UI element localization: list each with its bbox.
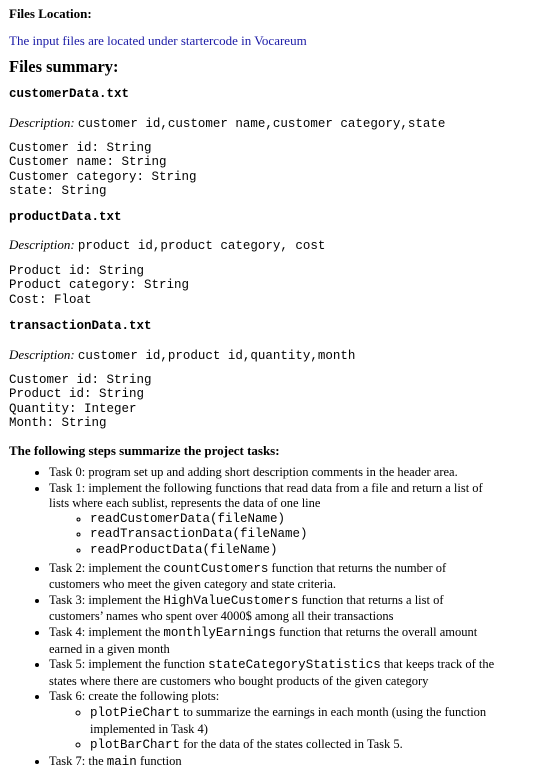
- function-high-value-customers: HighValueCustomers: [163, 593, 299, 608]
- plot-pie-chart-item: ◦ plotPieChart to summarize the earnings in each month (using the function implemented in Task 4): [90, 705, 499, 737]
- file-fields-product: [9, 264, 189, 307]
- field-line: Customer name: String: [9, 155, 167, 170]
- files-summary-heading: Files summary:: [9, 57, 119, 76]
- field-line: Product id: String: [9, 264, 145, 278]
- function-read-product-data: ◦ readProductData(fileName): [90, 543, 499, 559]
- function-plot-pie-chart: plotPieChart: [90, 705, 181, 720]
- task-1-functions: [49, 512, 499, 559]
- function-state-category-statistics: stateCategoryStatistics: [208, 658, 381, 673]
- files-location-heading: Files Location:: [9, 6, 92, 21]
- plot-bar-chart-item: ◦ plotBarChart for the data of the states collected in Task 5.: [90, 737, 499, 754]
- function-read-customer-data: ◦ readCustomerData(fileName): [90, 512, 499, 528]
- field-line: Cost: Float: [9, 292, 92, 307]
- file-name-customer: customerData.txt: [9, 87, 130, 101]
- task-0: • Task 0: program set up and adding short description comments in the header area.: [49, 465, 499, 481]
- file-name-transaction: transactionData.txt: [9, 319, 152, 333]
- description-label: Description:: [9, 115, 75, 130]
- description-value: customer id,customer name,customer category,state: [77, 117, 446, 131]
- field-line: state: String: [9, 183, 107, 198]
- task-3: • Task 3: implement the HighValueCustomers function that returns a list of customers’ names who spent over 4000$ among all their transactions: [49, 593, 499, 625]
- field-line: Customer category: String: [9, 169, 197, 184]
- file-name-product: productData.txt: [9, 210, 122, 224]
- task-list: [0, 465, 499, 770]
- function-read-transaction-data: ◦ readTransactionData(fileName): [90, 527, 499, 543]
- description-value: product id,product category, cost: [77, 239, 326, 253]
- field-line: Customer id: String: [9, 141, 152, 155]
- task-2: • Task 2: implement the countCustomers function that returns the number of customers who meet the given category and state criteria.: [49, 561, 499, 593]
- field-line: Month: String: [9, 415, 107, 430]
- files-location-text: The input files are located under startercode in Vocareum: [9, 33, 307, 48]
- task-6-plots: [49, 705, 499, 754]
- description-value: customer id,product id,quantity,month: [77, 349, 356, 363]
- field-line: Customer id: String: [9, 373, 152, 387]
- description-label: Description:: [9, 347, 75, 362]
- task-5: • Task 5: implement the function stateCategoryStatistics that keeps track of the states where there are customers who bought products of the given category: [49, 657, 499, 689]
- task-4: • Task 4: implement the monthlyEarnings function that returns the overall amount earned in a given month: [49, 625, 499, 657]
- function-monthly-earnings: monthlyEarnings: [163, 625, 276, 640]
- file-description-product: [9, 237, 325, 253]
- field-line: Product category: String: [9, 278, 190, 293]
- function-count-customers: countCustomers: [163, 561, 269, 576]
- field-line: Quantity: Integer: [9, 401, 137, 416]
- task-6: • Task 6: create the following plots: ◦ plotPieChart to summarize the earnings in each month (using the function implemented in Task 4) ◦ plotBarChart for the data of the states collected in Task 5.: [49, 689, 499, 753]
- steps-heading: The following steps summarize the project tasks:: [9, 443, 280, 458]
- file-fields-transaction: [9, 373, 152, 430]
- task-7: • Task 7: the main function: [49, 754, 499, 771]
- task-1: • Task 1: implement the following functions that read data from a file and return a list of lists where each sublist, represents the data of one line ◦ readCustomerData(fileName) ◦ readTransactionData(fileName) ◦ readProductData(fileName): [49, 481, 499, 559]
- function-plot-bar-chart: plotBarChart: [90, 738, 181, 753]
- file-fields-customer: [9, 141, 197, 198]
- file-description-customer: [9, 115, 445, 131]
- field-line: Product id: String: [9, 387, 145, 402]
- function-main: main: [106, 754, 137, 769]
- description-label: Description:: [9, 237, 75, 252]
- file-description-transaction: [9, 347, 355, 363]
